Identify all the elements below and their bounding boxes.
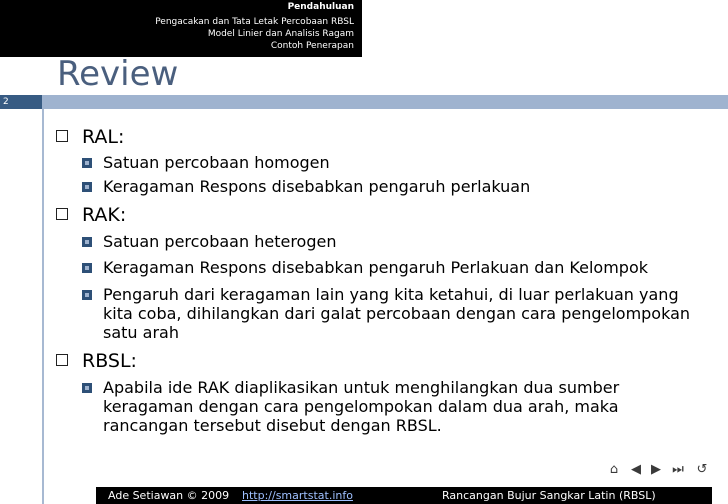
square-bullet-icon — [82, 383, 92, 393]
square-bullet-icon — [82, 263, 92, 273]
section-heading-rak — [56, 204, 126, 226]
footer-course: Rancangan Bujur Sangkar Latin (RBSL) — [442, 489, 656, 502]
section-heading-label: RAK: — [82, 204, 127, 226]
section-navigation — [0, 0, 362, 57]
nav-item-pengacakan[interactable]: Pengacakan dan Tata Letak Percobaan RBSL — [155, 17, 354, 27]
list-item — [82, 232, 692, 251]
checkbox-bullet-icon — [56, 130, 68, 142]
list-item — [82, 258, 702, 277]
list-item — [82, 153, 682, 172]
list-item-text: Satuan percobaan homogen — [103, 153, 330, 172]
footer-author: Ade Setiawan © 2009 — [108, 489, 230, 502]
footer-link[interactable]: http://smartstat.info — [242, 489, 353, 502]
checkbox-bullet-icon — [56, 354, 68, 366]
slide-title: Review — [57, 54, 179, 94]
list-item-text: Pengaruh dari keragaman lain yang kita ketahui, di luar perlakuan yang kita coba, dihilangkan dari galat percobaan dengan cara pengelompokan satu arah — [103, 285, 691, 342]
list-item-text: Apabila ide RAK diaplikasikan untuk menghilangkan dua sumber keragaman dengan cara pengelompokan dalam dua arah, maka rancangan tersebut disebut dengan RBSL. — [103, 378, 620, 435]
nav-item-pendahuluan[interactable]: Pendahuluan — [287, 2, 354, 12]
square-bullet-icon — [82, 182, 92, 192]
return-icon[interactable]: ↺ — [696, 462, 708, 477]
nav-item-contoh-penerapan[interactable]: Contoh Penerapan — [270, 41, 354, 51]
list-item — [82, 177, 682, 196]
list-item-text: Keragaman Respons disebabkan pengaruh Perlakuan dan Kelompok — [103, 258, 648, 277]
list-item — [82, 378, 672, 435]
section-heading-label: RAL: — [82, 126, 125, 148]
square-bullet-icon — [82, 158, 92, 168]
left-divider — [42, 109, 44, 504]
section-heading-ral — [56, 126, 124, 148]
section-heading-label: RBSL: — [82, 350, 137, 372]
section-heading-rbsl — [56, 350, 137, 372]
footer-bar — [96, 487, 712, 504]
checkbox-bullet-icon — [56, 208, 68, 220]
last-icon[interactable]: ⏭ — [672, 462, 684, 477]
home-icon[interactable]: ⌂ — [609, 462, 619, 477]
list-item-text: Keragaman Respons disebabkan pengaruh perlakuan — [103, 177, 531, 196]
square-bullet-icon — [82, 237, 92, 247]
nav-item-model-linier[interactable]: Model Linier dan Analisis Ragam — [207, 29, 354, 39]
list-item — [82, 285, 700, 342]
list-item-text: Satuan percobaan heterogen — [103, 232, 337, 251]
square-bullet-icon — [82, 290, 92, 300]
slide-number: 2 — [0, 95, 42, 109]
next-icon[interactable]: ▶ — [651, 462, 661, 477]
title-underline-bar — [0, 95, 728, 109]
prev-icon[interactable]: ◀ — [631, 462, 641, 477]
